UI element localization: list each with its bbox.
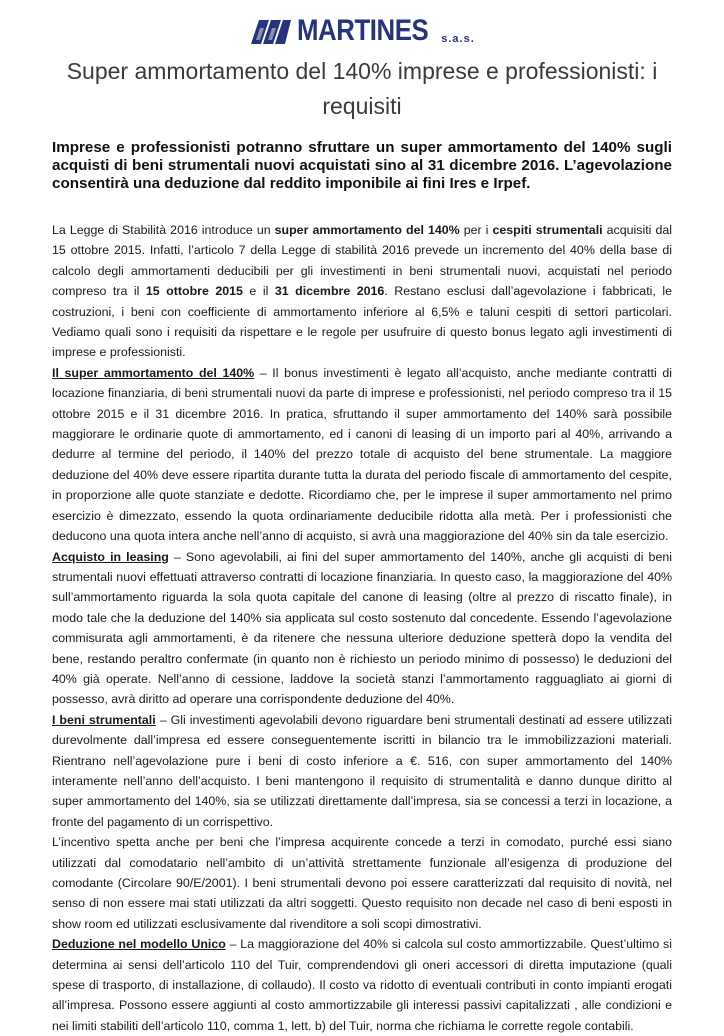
section-heading-super: Il super ammortamento del 140% bbox=[52, 365, 255, 380]
section-beni-strumentali bbox=[52, 710, 672, 832]
section-heading-unico: Deduzione nel modello Unico bbox=[52, 937, 226, 952]
logo-suffix: s.a.s. bbox=[441, 33, 475, 45]
company-logo bbox=[0, 10, 724, 46]
intro-text-2: per i bbox=[459, 223, 493, 237]
intro-bold-2: cespiti strumentali bbox=[492, 223, 603, 237]
intro-text-4: e il bbox=[242, 284, 275, 299]
intro-paragraph bbox=[52, 220, 672, 363]
section-text-unico: – La maggiorazione del 40% si calcola sul costo ammortizzabile. Quest’ultimo si determina ai sensi dell’articolo 110 del Tuir, comprendendovi gli oneri accessori di diretta imputazione (quali spese di trasporto, di installazione, di collaudo). Il costo va ridotto di eventuali contributi in conto impianti erogati all’impresa. Possono essere aggiunti al costo ammortizzabile gli interessi passivi capitalizzati , alle condizioni e nei limiti stabiliti dell’articolo 110, comma 1, lett. b) del Tuir, norma che richiama le corrette regole contabili. bbox=[52, 937, 672, 1033]
article-body bbox=[52, 220, 672, 1036]
section-text-beni: – Gli investimenti agevolabili devono riguardare beni strumentali destinati ad essere utilizzati durevolmente dall’impresa ed essere conseguentemente iscritti in bilancio tra le immobilizzazioni materiali. Rientrano nell’agevolazione pure i beni di costo inferiore a €. 516, con super ammortamento del 140% interamente nell’anno dell’acquisto. I beni mantengono il requisito di strumentalità e danno dunque diritto al super ammortamento del 140%, sia se utilizzati direttamente dall’impresa, sia se concessi a terzi in locazione, a fronte del pagamento di un corrispettivo. bbox=[52, 712, 672, 829]
logo-name: MARTINES bbox=[297, 14, 429, 47]
lead-paragraph: Imprese e professionisti potranno sfruttare un super ammortamento del 140% sugli acquisti di beni strumentali nuovi acquistati sino al 31 dicembre 2016. L’agevolazione consentirà una deduzione dal reddito imponibile ai fini Ires e Irpef. bbox=[52, 139, 672, 192]
intro-bold-4: 31 dicembre 2016 bbox=[274, 284, 385, 299]
intro-text-1: La Legge di Stabilità 2016 introduce un bbox=[52, 223, 275, 237]
intro-text-3: acquisiti dal 15 ottobre 2015. Infatti, l’articolo 7 della Legge di stabilità 2016 prevede un incremento del 40% della base di calcolo degli ammortamenti deducibili per gli investimenti in beni strumentali nuovi, acquistati nel periodo compreso tra il bbox=[52, 223, 672, 299]
section-super-ammortamento bbox=[52, 363, 672, 547]
intro-bold-1: super ammortamento del 140% bbox=[274, 223, 460, 237]
section-text-leasing: – Sono agevolabili, ai fini del super ammortamento del 140%, anche gli acquisti di beni strumentali nuovi effettuati attraverso contratti di locazione finanziaria. In questo caso, la maggiorazione del 40% sull’ammortamento riguarda la sola quota capitale del canone di leasing (oltre al prezzo di riscatto finale), in modo tale che la deduzione del 140% sia applicata sul costo sostenuto dal concedente. Essendo l’agevolazione commisurata agli ammortamenti, è da ritenere che nessuna ulteriore deduzione spetterà dopo la vendita del bene, restando peraltro confermate (in quanto non è richiesto un periodo minimo di possesso) le deduzioni del 40% già operate. Nell’anno di cessione, laddove la società stanzi l’ammortamento ragguagliato ai giorni di possesso, avrà diritto ad operare una corrispondente deduzione del 40%. bbox=[52, 549, 672, 707]
section-text-super: – Il bonus investimenti è legato all’acquisto, anche mediante contratti di locazione finanziaria, di beni strumentali nuovi da parte di imprese e professionisti, nel periodo compreso tra il 15 ottobre 2015 e il 31 dicembre 2016. In pratica, sfruttando il super ammortamento del 140% sarà possibile maggiorare le ordinarie quote di ammortamento, ed i canoni di leasing di un importo pari al 40%, arrivando a dedurre al termine del periodo, il 140% del prezzo totale di acquisto del bene strumentale. La maggiore deduzione del 40% deve essere ripartita durante tutta la durata del periodo fiscale di ammortamento del cespite, in proporzione alle quote stanziate e dedotte. Ricordiamo che, per le imprese il super ammortamento nel primo esercizio è dimezzato, essendo la quota ordinariamente deducibile ridotta alla metà. Per i professionisti che deducono una quota intera anche nell’anno di acquisto, si avrà una maggiorazione del 40% sin da tale esercizio. bbox=[52, 365, 672, 544]
section-heading-leasing: Acquisto in leasing bbox=[52, 549, 169, 564]
intro-text-5: . Restano esclusi dall’agevolazione i fabbricati, le costruzioni, i beni con coefficiente di ammortamento inferiore al 6,5% e taluni cespiti di settori particolari. Vediamo quali sono i requisiti da rispettare e le regole per usufruire di questo bonus legato agli investimenti di imprese e professionisti. bbox=[52, 284, 672, 360]
intro-bold-3: 15 ottobre 2015 bbox=[145, 284, 243, 299]
martines-logo-icon bbox=[249, 16, 293, 46]
section-comodato: L’incentivo spetta anche per beni che l’impresa acquirente concede a terzi in comodato, purché essi siano utilizzati dal comodatario nell’ambito di un’attività strettamente funzionale all’esigenza di produzione del comodante (Circolare 90/E/2001). I beni strumentali devono poi essere caratterizzati dal requisito di novità, nel senso di non essere mai stati utilizzati da altri soggetti. Questo requisito non decade nel caso di beni esposti in show room ed utilizzati esclusivamente dal rivenditore a soli scopi dimostrativi. bbox=[52, 835, 672, 931]
section-leasing bbox=[52, 547, 672, 710]
page-title: Super ammortamento del 140% imprese e professionisti: i requisiti bbox=[66, 58, 658, 119]
section-modello-unico bbox=[52, 934, 672, 1036]
section-heading-beni: I beni strumentali bbox=[52, 712, 156, 727]
